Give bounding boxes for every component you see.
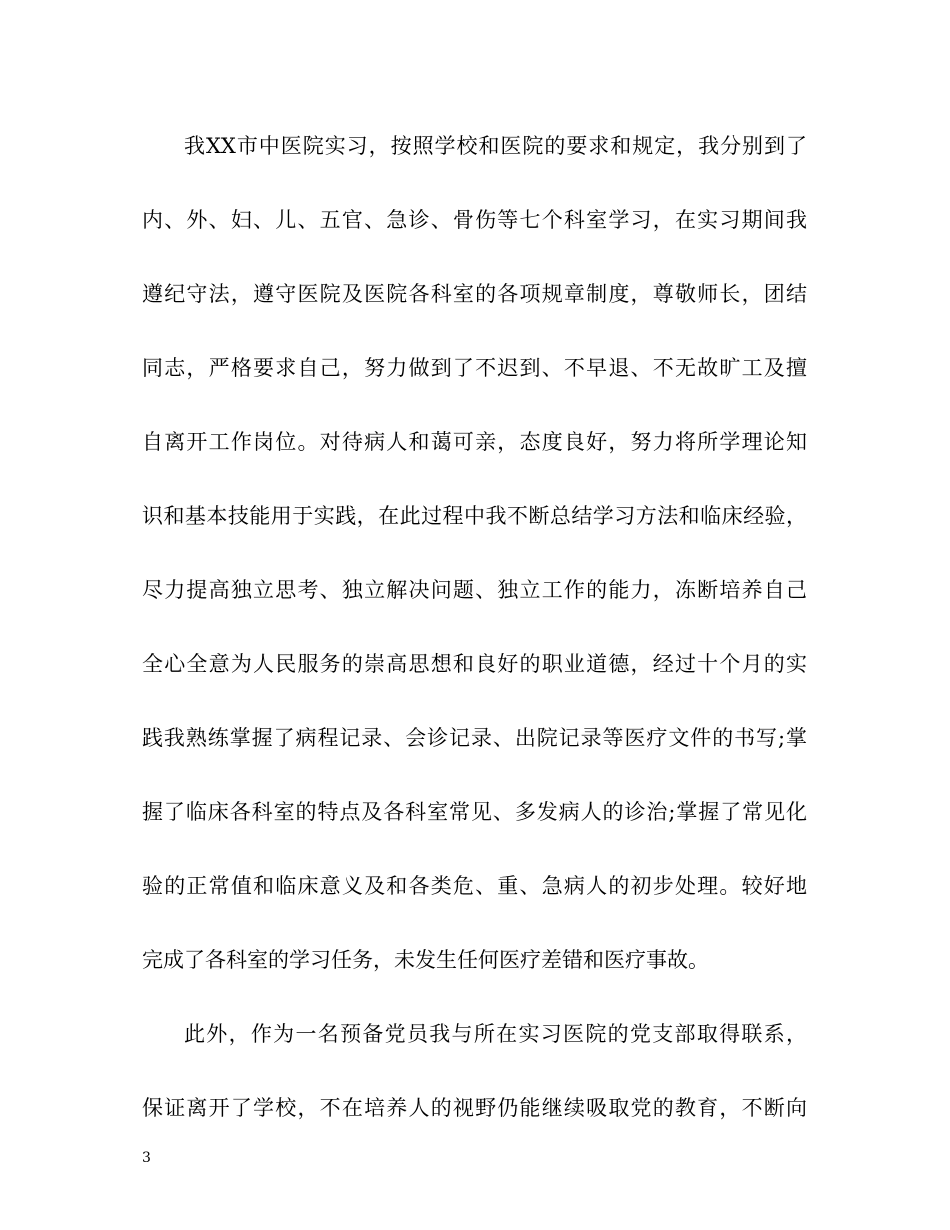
paragraph-line-10: 握了临床各科室的特点及各科室常见、多发病人的诊治;掌握了常见化 [142,800,807,824]
paragraph-line-9: 践我熟练掌握了病程记录、会诊记录、出院记录等医疗文件的书写;掌 [142,726,807,750]
paragraph-line-6: 识和基本技能用于实践，在此过程中我不断总结学习方法和临床经验， [142,504,807,528]
paragraph-line-2: 内、外、妇、儿、五官、急诊、骨伤等七个科室学习，在实习期间我 [142,208,807,232]
paragraph-line-8: 全心全意为人民服务的崇高思想和良好的职业道德，经过十个月的实 [142,652,807,676]
paragraph-line-4: 同志，严格要求自己，努力做到了不迟到、不早退、不无故旷工及擅 [142,356,807,380]
paragraph-line-7: 尽力提高独立思考、独立解决问题、独立工作的能力，冻断培养自己 [142,578,807,602]
paragraph-line-1: 我XX市中医院实习，按照学校和医院的要求和规定，我分别到了 [184,134,807,158]
page-number: 3 [142,1150,151,1166]
paragraph-line-11: 验的正常值和临床意义及和各类危、重、急病人的初步处理。较好地 [142,874,807,898]
paragraph-line-3: 遵纪守法，遵守医院及医院各科室的各项规章制度，尊敬师长，团结 [142,282,807,306]
paragraph-line-12: 完成了各科室的学习任务，未发生任何医疗差错和医疗事故。 [142,948,709,972]
paragraph-line-5: 自离开工作岗位。对待病人和蔼可亲，态度良好，努力将所学理论知 [142,430,807,454]
paragraph-line-14: 保证离开了学校，不在培养人的视野仍能继续吸取党的教育，不断向 [142,1096,807,1120]
paragraph-line-13: 此外，作为一名预备党员我与所在实习医院的党支部取得联系， [184,1022,807,1046]
